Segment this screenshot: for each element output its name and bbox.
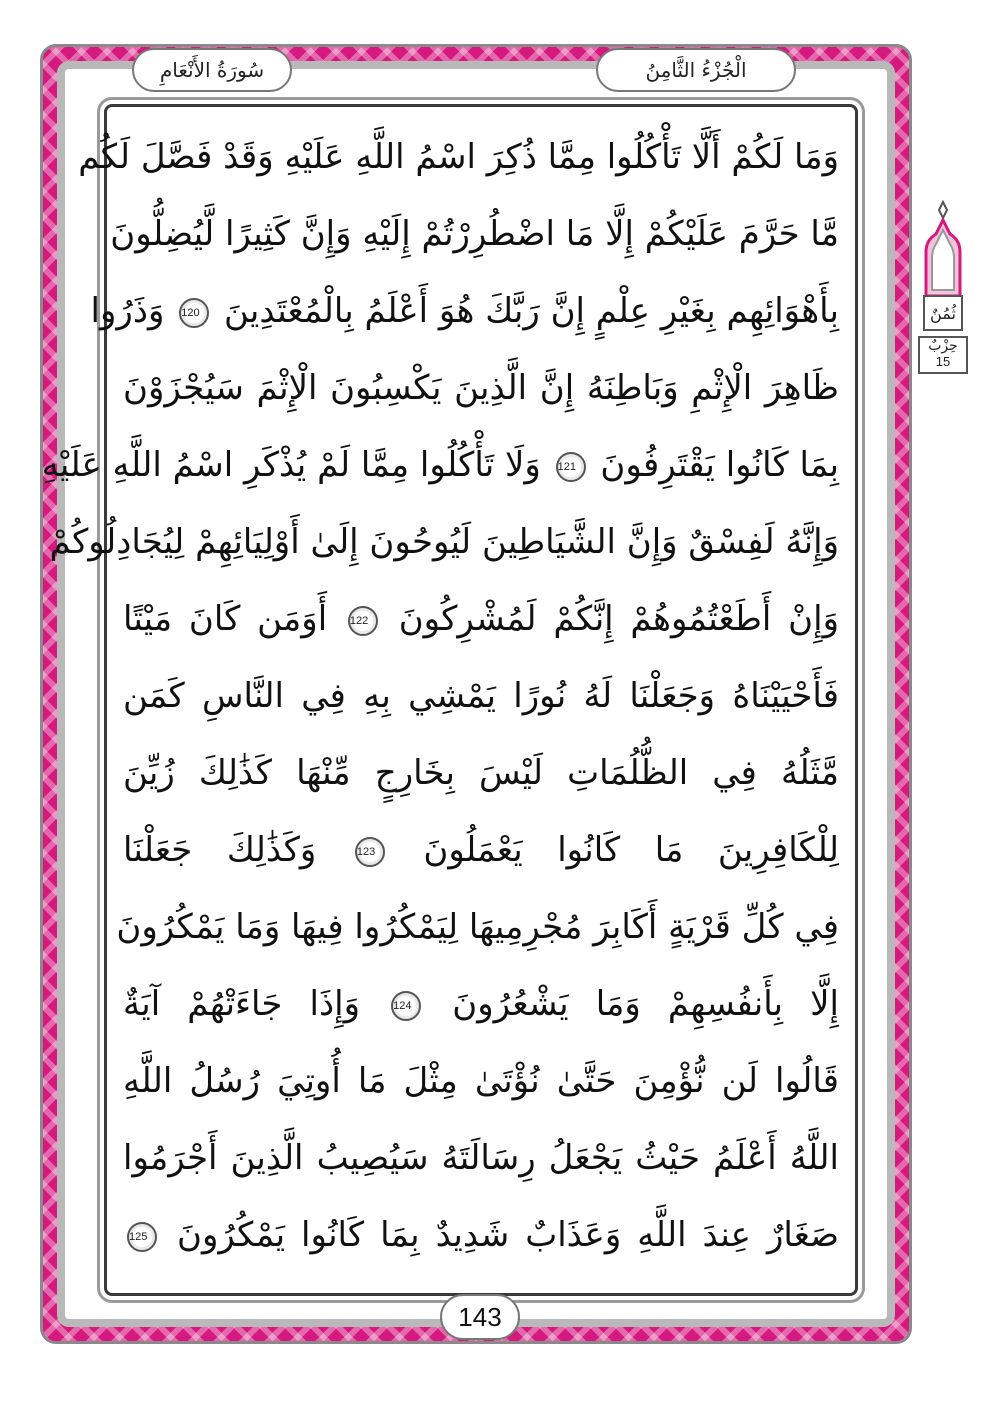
text-panel (41, 104, 858, 1296)
verse-line (123, 968, 839, 1040)
hizb-marker (916, 200, 970, 374)
verse-line (123, 352, 839, 424)
verse-text: ظَاهِرَ الْإِثْمِ وَبَاطِنَهُ إِنَّ الَّذِينَ يَكْسِبُونَ الْإِثْمَ سَيُجْزَوْنَ (123, 368, 839, 408)
verse-line (90, 275, 839, 347)
verse-text: مَّثَلُهُ فِي الظُّلُمَاتِ لَيْسَ بِخَارِجٍ مِّنْهَا كَذَٰلِكَ زُيِّنَ (123, 753, 839, 793)
hizb-label: حِزْبٌ (928, 338, 958, 354)
hizb-quarter-label: ثُمُنٌ (930, 304, 956, 323)
verse-text: بِمَا كَانُوا يَقْتَرِفُونَ (589, 445, 839, 485)
verse-number-marker: 124 (391, 991, 421, 1021)
verse-number-marker: 120 (179, 298, 209, 328)
verse-number-marker: 122 (348, 606, 378, 636)
verse-line (41, 429, 839, 501)
verse-text: بِأَهْوَائِهِم بِغَيْرِ عِلْمٍ إِنَّ رَبَّكَ هُوَ أَعْلَمُ بِالْمُعْتَدِينَ (213, 291, 839, 331)
verse-number-marker: 123 (355, 837, 385, 867)
verse-text: اللَّهُ أَعْلَمُ حَيْثُ يَجْعَلُ رِسَالَتَهُ سَيُصِيبُ الَّذِينَ أَجْرَمُوا (123, 1138, 839, 1178)
hizb-number: 15 (935, 354, 951, 369)
verse-text: صَغَارٌ عِندَ اللَّهِ وَعَذَابٌ شَدِيدٌ بِمَا كَانُوا يَمْكُرُونَ (161, 1215, 839, 1255)
surah-title: سُورَةُ الأَنْعَامِ (132, 48, 292, 92)
verse-text: فِي كُلِّ قَرْيَةٍ أَكَابِرَ مُجْرِمِيهَا لِيَمْكُرُوا فِيهَا وَمَا يَمْكُرُونَ (116, 907, 839, 947)
verse-line (123, 814, 839, 886)
verse-line (116, 891, 839, 963)
verse-text: لِلْكَافِرِينَ مَا كَانُوا يَعْمَلُونَ (388, 830, 839, 870)
verse-text: وَلَا تَأْكُلُوا مِمَّا لَمْ يُذْكَرِ اسْمُ اللَّهِ عَلَيْهِ (41, 445, 552, 485)
verse-line (123, 583, 839, 655)
verse-text: وَمَا لَكُمْ أَلَّا تَأْكُلُوا مِمَّا ذُكِرَ اسْمُ اللَّهِ عَلَيْهِ وَقَدْ فَصَّلَ لَكُم (78, 137, 839, 177)
verse-text: وَإِذَا جَاءَتْهُمْ آيَةٌ (123, 984, 388, 1024)
verse-line (123, 737, 839, 809)
verse-text: قَالُوا لَن نُّؤْمِنَ حَتَّىٰ نُؤْتَىٰ مِثْلَ مَا أُوتِيَ رُسُلُ اللَّهِ (123, 1061, 839, 1101)
verse-number-marker: 125 (127, 1222, 157, 1252)
verse-text: وَإِنْ أَطَعْتُمُوهُمْ إِنَّكُمْ لَمُشْرِكُونَ (381, 599, 839, 639)
verse-text: وَكَذَٰلِكَ جَعَلْنَا (123, 830, 351, 870)
verse-text: إِلَّا بِأَنفُسِهِمْ وَمَا يَشْعُرُونَ (425, 984, 839, 1024)
page-number: 143 (440, 1294, 520, 1340)
verse-line (110, 198, 839, 270)
verse-line (123, 660, 839, 732)
verse-text: وَذَرُوا (90, 291, 176, 331)
juz-title: الْجُزْءُ الثَّامِنُ (596, 48, 796, 92)
verse-line (78, 121, 839, 193)
verse-text: مَّا حَرَّمَ عَلَيْكُمْ إِلَّا مَا اضْطُرِرْتُمْ إِلَيْهِ وَإِنَّ كَثِيرًا لَّيُضِلُّونَ (110, 214, 839, 254)
hizb-box (918, 336, 968, 374)
verse-line (123, 1045, 839, 1117)
verse-text: فَأَحْيَيْنَاهُ وَجَعَلْنَا لَهُ نُورًا يَمْشِي بِهِ فِي النَّاسِ كَمَن (123, 676, 839, 716)
verse-line (123, 1122, 839, 1194)
verse-text: وَإِنَّهُ لَفِسْقٌ وَإِنَّ الشَّيَاطِينَ لَيُوحُونَ إِلَىٰ أَوْلِيَائِهِمْ لِيُجَادِلُوكُمْ (49, 522, 839, 562)
verse-line (123, 1199, 839, 1271)
verse-line (49, 506, 839, 578)
verse-text: أَوَمَن كَانَ مَيْتًا (123, 599, 344, 639)
verse-number-marker: 121 (556, 452, 586, 482)
